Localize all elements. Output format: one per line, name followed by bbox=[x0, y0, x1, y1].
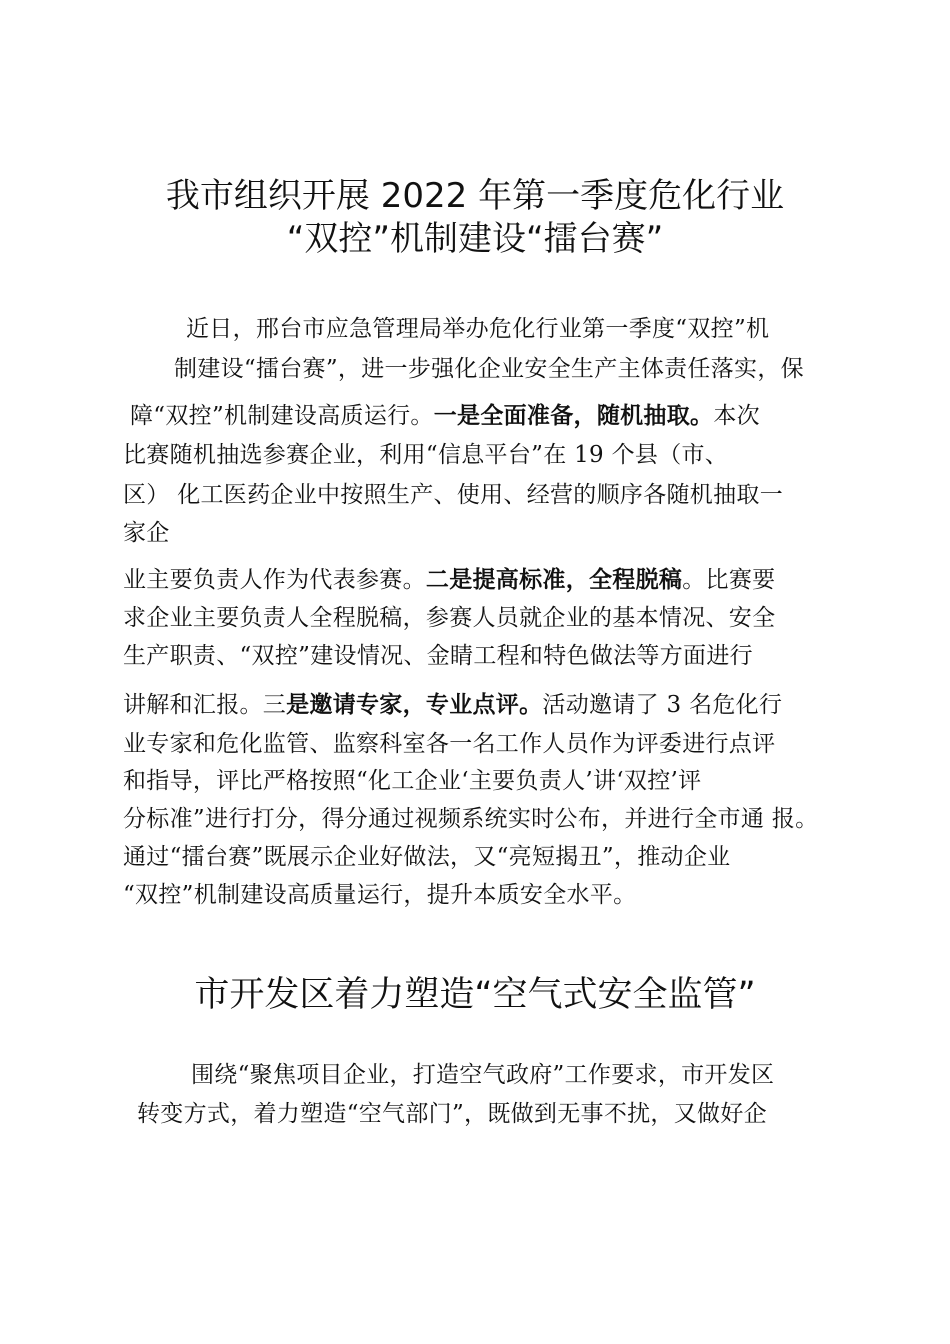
body-line: 近日，邢台市应急管理局举办危化行业第一季度“双控”机 bbox=[186, 316, 770, 342]
emphasis-text: 一是全面准备，随机抽取。 bbox=[433, 403, 714, 429]
body-line bbox=[130, 401, 760, 431]
body-line: 家企 bbox=[123, 520, 170, 546]
emphasis-text: 二是提高标准，全程脱稿 bbox=[425, 567, 683, 593]
article-title-line-1: 我市组织开展 2022 年第一季度危化行业 bbox=[165, 176, 785, 216]
body-line: 生产职责、“双控”建设情况、金睛工程和特色做法等方面进行 bbox=[123, 643, 753, 669]
body-line: 求企业主要负责人全程脱稿，参赛人员就企业的基本情况、安全 bbox=[123, 605, 776, 631]
body-text: 业主要负责人作为代表参赛。 bbox=[123, 567, 426, 593]
body-line: 通过“擂台赛”既展示企业好做法，又“亮短揭丑”，推动企业 bbox=[123, 844, 731, 870]
body-text: 讲解和汇报。三 bbox=[123, 692, 287, 718]
section-title: 市开发区着力塑造“空气式安全监管” bbox=[194, 975, 756, 1015]
body-line: 分标准”进行打分，得分通过视频系统实时公布，并进行全市通 报。 bbox=[123, 806, 819, 832]
body-line: 转变方式，着力塑造“空气部门”，既做到无事不扰，又做好企 bbox=[137, 1101, 767, 1127]
body-text: 。比赛要 bbox=[682, 567, 776, 593]
body-line: 制建设“擂台赛”，进一步强化企业安全生产主体责任落实，保 bbox=[174, 356, 804, 382]
body-line bbox=[123, 690, 782, 720]
body-line: 业专家和危化监管、监察科室各一名工作人员作为评委进行点评 bbox=[123, 731, 776, 757]
body-line bbox=[123, 565, 775, 595]
body-text: 障“双控”机制建设高质运行。 bbox=[130, 403, 434, 429]
body-text: 活动邀请了 3 名危化行 bbox=[542, 692, 783, 718]
article-title-line-2: “双控”机制建设“擂台赛” bbox=[286, 219, 664, 259]
body-line: 围绕“聚焦项目企业，打造空气政府”工作要求，市开发区 bbox=[191, 1062, 775, 1088]
emphasis-text: 是邀请专家，专业点评。 bbox=[286, 692, 543, 718]
body-line: 比赛随机抽选参赛企业，利用“信息平台”在 19 个县（市、 bbox=[123, 442, 729, 468]
body-line: “双控”机制建设高质量运行，提升本质安全水平。 bbox=[123, 882, 637, 908]
body-line: 区） 化工医药企业中按照生产、使用、经营的顺序各随机抽取一 bbox=[123, 482, 784, 508]
body-line: 和指导，评比严格按照“化工企业‘主要负责人’讲‘双控’评 bbox=[123, 768, 702, 794]
body-text: 本次 bbox=[713, 403, 760, 429]
